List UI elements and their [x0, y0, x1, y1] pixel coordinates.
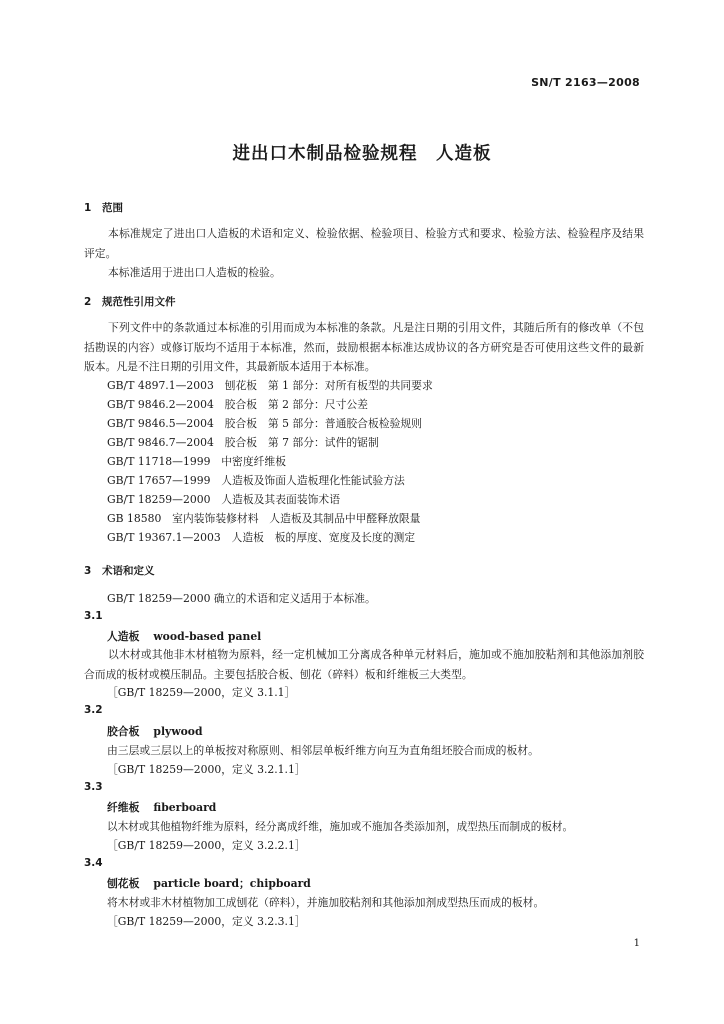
section-title: 范围 — [102, 202, 123, 214]
term-heading — [107, 800, 216, 815]
term-source: ［GB/T 18259—2000，定义 3.2.3.1］ — [107, 915, 306, 928]
reference-item: GB/T 18259—2000 人造板及其表面装饰术语 — [107, 493, 341, 506]
reference-item: GB/T 19367.1—2003 人造板 板的厚度、宽度及长度的测定 — [107, 531, 416, 544]
term-source: ［GB/T 18259—2000，定义 3.2.1.1］ — [107, 763, 306, 776]
reference-item: GB/T 9846.7—2004 胶合板 第 7 部分：试件的锯制 — [107, 436, 379, 449]
reference-item: GB 18580 室内装饰装修材料 人造板及其制品中甲醛释放限量 — [107, 512, 421, 525]
term-english: wood-based panel — [153, 630, 262, 643]
document-title: 进出口木制品检验规程 人造板 — [232, 144, 492, 164]
section-2-heading — [84, 294, 176, 309]
term-chinese: 人造板 — [107, 630, 140, 643]
section-number: 2 — [84, 296, 92, 308]
term-chinese: 纤维板 — [107, 801, 140, 814]
term-heading — [107, 629, 261, 644]
term-english: fiberboard — [153, 801, 217, 814]
section-number: 1 — [84, 202, 92, 214]
term-number: 3.2 — [84, 704, 103, 716]
term-chinese: 胶合板 — [107, 725, 140, 738]
term-chinese: 刨花板 — [107, 877, 140, 890]
term-number: 3.3 — [84, 781, 103, 793]
term-number: 3.4 — [84, 857, 103, 869]
term-english: particle board；chipboard — [153, 877, 311, 890]
page-number: 1 — [633, 938, 640, 949]
reference-item: GB/T 17657—1999 人造板及饰面人造板理化性能试验方法 — [107, 474, 405, 487]
term-definition: 由三层或三层以上的单板按对称原则、相邻层单板纤维方向互为直角组坯胶合而成的板材。 — [107, 744, 539, 757]
section-title: 规范性引用文件 — [102, 296, 176, 308]
term-definition: 以木材或其他植物纤维为原料，经分离成纤维，施加或不施加各类添加剂，成型热压而制成的板材。 — [107, 821, 574, 833]
section-3-intro: GB/T 18259—2000 确立的术语和定义适用于本标准。 — [107, 592, 376, 605]
reference-item: GB/T 4897.1—2003 刨花板 第 1 部分：对所有板型的共同要求 — [107, 379, 433, 392]
term-definition: 将木材或非木材植物加工成刨花（碎料），并施加胶粘剂和其他添加剂成型热压而成的板材。 — [107, 896, 545, 909]
reference-item: GB/T 9846.5—2004 胶合板 第 5 部分：普通胶合板检验规则 — [107, 417, 422, 430]
standard-code: SN/T 2163—2008 — [531, 76, 640, 89]
section-3-heading — [84, 563, 155, 578]
term-definition: 以木材或其他非木材植物为原料，经一定机械加工分离成各种单元材料后，施加或不施加胶粘剂和其他添加剂胶合而成的板材或模压制品。主要包括胶合板、刨花（碎料）板和纤维板三大类型。 — [84, 648, 644, 681]
section-1-paragraph-1: 本标准规定了进出口人造板的术语和定义、检验依据、检验项目、检验方式和要求、检验方法、检验程序及结果评定。 — [84, 227, 644, 260]
term-heading — [107, 876, 311, 891]
term-english: plywood — [153, 725, 203, 738]
reference-item: GB/T 9846.2—2004 胶合板 第 2 部分：尺寸公差 — [107, 398, 368, 411]
section-number: 3 — [84, 565, 92, 577]
term-heading — [107, 724, 203, 739]
section-1-paragraph-2: 本标准适用于进出口人造板的检验。 — [108, 266, 281, 279]
section-1-heading — [84, 200, 123, 215]
section-title: 术语和定义 — [102, 565, 155, 577]
term-source: ［GB/T 18259—2000，定义 3.1.1］ — [107, 686, 296, 699]
reference-item: GB/T 11718—1999 中密度纤维板 — [107, 455, 287, 468]
term-source: ［GB/T 18259—2000，定义 3.2.2.1］ — [107, 839, 306, 852]
term-number: 3.1 — [84, 610, 103, 622]
section-2-intro: 下列文件中的条款通过本标准的引用而成为本标准的条款。凡是注日期的引用文件，其随后所有的修改单（不包括勘误的内容）或修订版均不适用于本标准，然而，鼓励根据本标准达成协议的各方研究是否可使用这些文件的最新版本。凡是不注日期的引用文件，其最新版本适用于本标准。 — [84, 321, 644, 373]
